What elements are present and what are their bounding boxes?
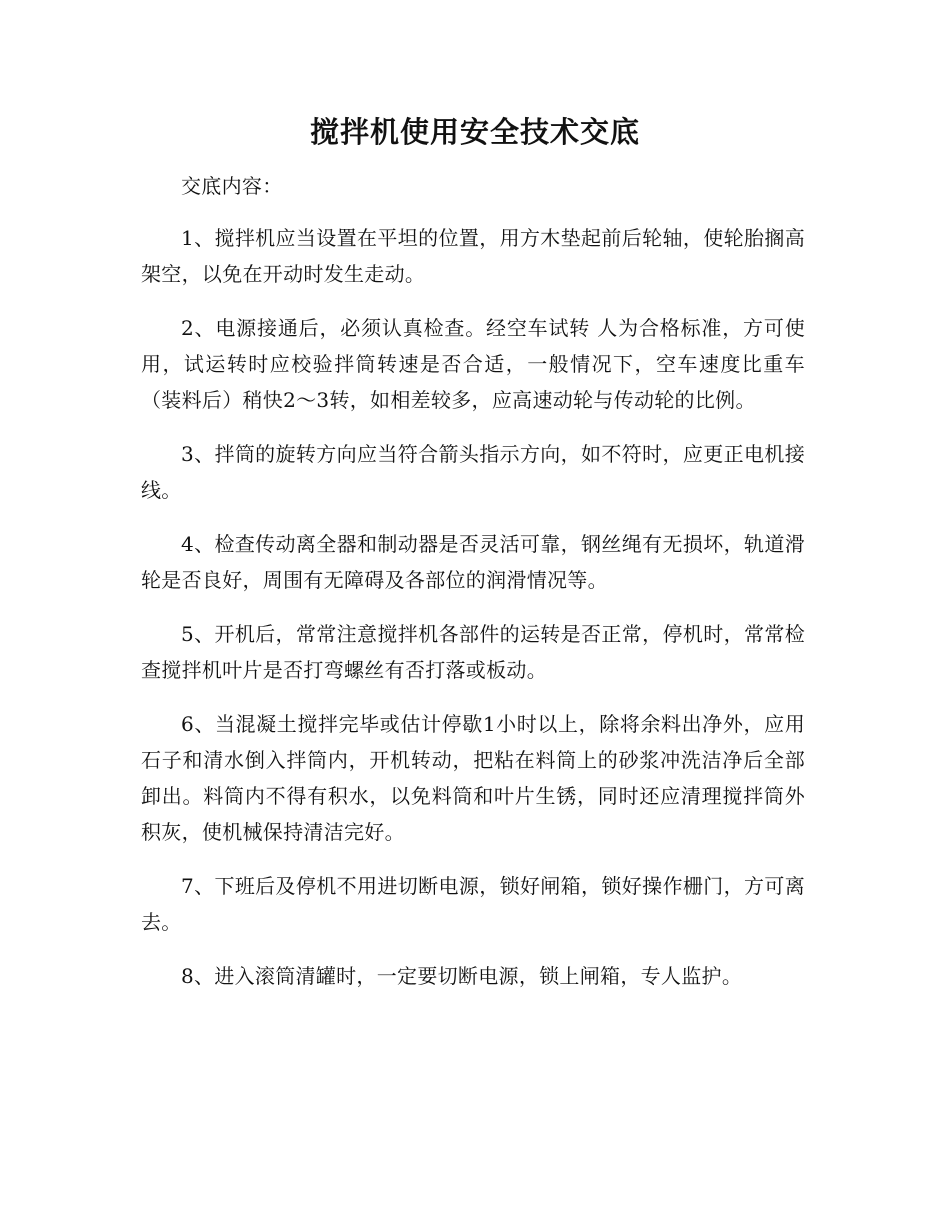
paragraph-item-8: 8、进入滚筒清罐时，一定要切断电源，锁上闸箱，专人监护。	[181, 964, 743, 988]
paragraph-item-4: 4、检查传动离全器和制动器是否灵活可靠，钢丝绳有无损坏，轨道滑轮是否良好，周围有无障碍及各部位的润滑情况等。	[141, 532, 805, 592]
paragraph-item-3: 3、拌筒的旋转方向应当符合箭头指示方向，如不符时，应更正电机接线。	[141, 442, 805, 502]
paragraph-item-2: 2、电源接通后，必须认真检查。经空车试转 人为合格标准，方可使用，试运转时应校验拌筒转速是否合适，一般情况下，空车速度比重车（装料后）稍快2～3转，如相差较多，应高速动轮与传动轮的比例。	[141, 316, 805, 412]
paragraph-item-7: 7、下班后及停机不用进切断电源，锁好闸箱，锁好操作栅门，方可离去。	[141, 874, 805, 934]
paragraph-item-6: 6、当混凝土搅拌完毕或估计停歇1小时以上，除将余料出净外，应用石子和清水倒入拌筒内，开机转动，把粘在料筒上的砂浆冲洗洁净后全部卸出。料筒内不得有积水，以免料筒和叶片生锈，同时还应清理搅拌筒外积灰，使机械保持清洁完好。	[141, 712, 805, 844]
paragraph-item-5: 5、开机后，常常注意搅拌机各部件的运转是否正常，停机时，常常检查搅拌机叶片是否打弯螺丝有否打落或板动。	[141, 622, 805, 682]
intro-label: 交底内容：	[181, 174, 283, 198]
paragraph-item-1: 1、搅拌机应当设置在平坦的位置，用方木垫起前后轮轴，使轮胎搁高架空，以免在开动时发生走动。	[141, 226, 805, 286]
document-title: 搅拌机使用安全技术交底	[309, 115, 640, 149]
document-body	[141, 168, 805, 1012]
